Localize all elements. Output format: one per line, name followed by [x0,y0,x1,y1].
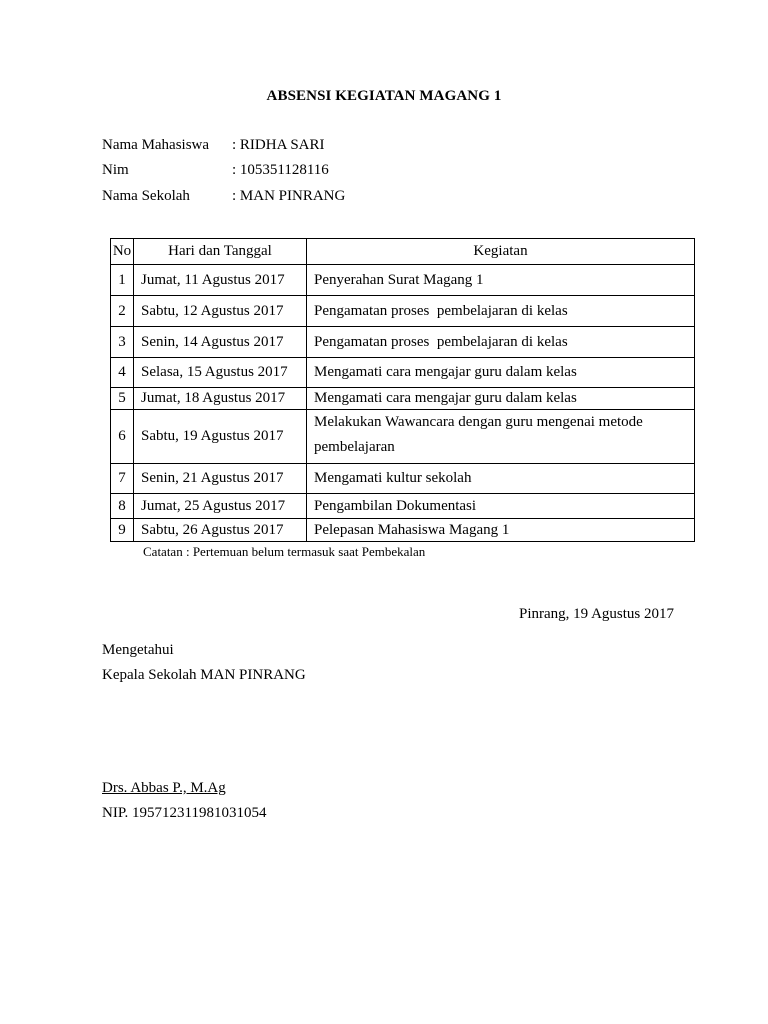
cell-date: Selasa, 15 Agustus 2017 [134,358,307,388]
table-row [111,265,695,296]
cell-activity: Mengamati cara mengajar guru dalam kelas [307,388,695,410]
info-label: Nama Mahasiswa [102,137,210,153]
header-no: No [111,239,134,265]
cell-activity: Pengamatan proses pembelajaran di kelas [307,296,695,327]
cell-activity: Melakukan Wawancara dengan guru mengenai metode pembelajaran [307,410,695,464]
cell-date: Sabtu, 19 Agustus 2017 [134,410,307,464]
info-value: : 105351128116 [232,162,329,178]
cell-date: Senin, 21 Agustus 2017 [134,464,307,494]
cell-no: 5 [111,388,134,410]
cell-no: 6 [111,410,134,464]
cell-activity: Penyerahan Surat Magang 1 [307,265,695,296]
info-label: Nim [102,162,129,178]
cell-no: 9 [111,519,134,542]
table-row [111,410,695,464]
cell-activity: Mengamati cara mengajar guru dalam kelas [307,358,695,388]
table-row [111,464,695,494]
document-title: ABSENSI KEGIATAN MAGANG 1 [266,88,502,104]
cell-no: 3 [111,327,134,358]
cell-activity: Pengambilan Dokumentasi [307,494,695,519]
signatory-position: Kepala Sekolah MAN PINRANG [102,667,306,683]
cell-activity: Pelepasan Mahasiswa Magang 1 [307,519,695,542]
table-row [111,327,695,358]
table-row [111,388,695,410]
cell-no: 4 [111,358,134,388]
info-row-student-name [102,137,325,154]
info-row-school-name [102,188,345,205]
cell-no: 8 [111,494,134,519]
table-row [111,358,695,388]
cell-date: Senin, 14 Agustus 2017 [134,327,307,358]
cell-activity: Mengamati kultur sekolah [307,464,695,494]
cell-date: Sabtu, 12 Agustus 2017 [134,296,307,327]
info-label: Nama Sekolah [102,188,190,204]
table-row [111,494,695,519]
cell-date: Jumat, 25 Agustus 2017 [134,494,307,519]
table-row [111,296,695,327]
info-row-nim [102,162,329,179]
cell-activity: Pengamatan proses pembelajaran di kelas [307,327,695,358]
info-value: : RIDHA SARI [232,137,325,153]
cell-no: 1 [111,265,134,296]
cell-date: Jumat, 11 Agustus 2017 [134,265,307,296]
header-activity: Kegiatan [307,239,695,265]
header-date: Hari dan Tanggal [134,239,307,265]
info-value: : MAN PINRANG [232,188,346,204]
signatory-name: Drs. Abbas P., M.Ag [102,780,226,796]
acknowledge-text: Mengetahui [102,642,174,658]
signatory-nip: NIP. 195712311981031054 [102,805,267,821]
cell-no: 7 [111,464,134,494]
table-header-row [111,239,695,265]
table-note: Catatan : Pertemuan belum termasuk saat Pembekalan [143,544,426,559]
cell-no: 2 [111,296,134,327]
cell-date: Sabtu, 26 Agustus 2017 [134,519,307,542]
table-row [111,519,695,542]
place-date: Pinrang, 19 Agustus 2017 [518,606,674,622]
attendance-table [110,238,695,542]
cell-date: Jumat, 18 Agustus 2017 [134,388,307,410]
